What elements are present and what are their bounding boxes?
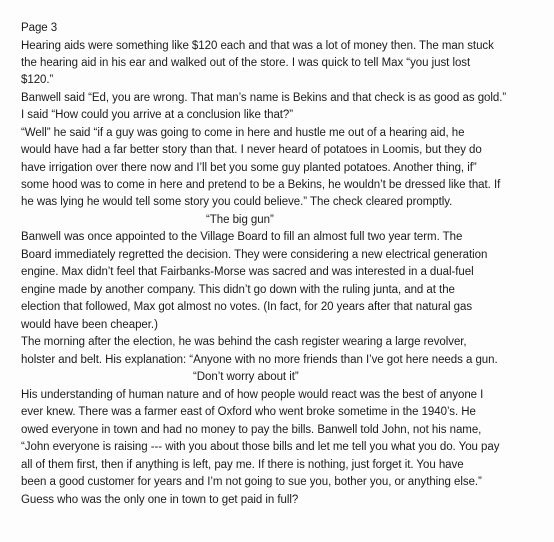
text-line: have irrigation over there now and I’ll bet you some guy planted potatoes. Another thing, if” bbox=[21, 162, 477, 174]
text-line: Board immediately regretted the decision. They were considering a new electrical generation bbox=[21, 249, 488, 261]
text-line: would have been cheaper.) bbox=[21, 319, 158, 331]
text-line: engine. Max didn’t feel that Fairbanks-Morse was sacred and was interested in a dual-fuel bbox=[21, 266, 474, 278]
section-heading: “The big gun” bbox=[206, 214, 274, 226]
text-line: some hood was to come in here and pretend to be a Bekins, he wouldn’t be dressed like that. If bbox=[21, 179, 501, 191]
text-line: I said “How could you arrive at a conclusion like that?” bbox=[21, 109, 294, 121]
text-line: election that followed, Max got almost no votes. (In fact, for 20 years after that natural gas bbox=[21, 301, 473, 313]
page-number: Page 3 bbox=[21, 22, 58, 34]
text-line: would have had a far better story than that. I never heard of potatoes in Loomis, but they do bbox=[21, 144, 482, 156]
text-line: holster and belt. His explanation: “Anyone with no more friends than I’ve got here needs a gun. bbox=[21, 354, 498, 366]
section-heading: “Don’t worry about it” bbox=[193, 371, 299, 383]
text-line: “John everyone is raising --- with you about those bills and let me tell you what you do. You pay bbox=[21, 441, 500, 453]
text-line: Guess who was the only one in town to get paid in full? bbox=[21, 494, 299, 506]
text-line: all of them first, then if anything is left, pay me. If there is nothing, just forget it. You have bbox=[21, 459, 464, 471]
text-line: Banwell was once appointed to the Village Board to fill an almost full two year term. The bbox=[21, 231, 463, 243]
text-line: he was lying he would tell some story you could believe.” The check cleared promptly. bbox=[21, 196, 453, 208]
text-line: the hearing aid in his ear and walked out of the store. I was quick to tell Max “you just lost bbox=[21, 57, 471, 69]
text-line: owed everyone in town and had no money to pay the bills. Banwell told John, not his name, bbox=[21, 424, 482, 436]
text-line: Hearing aids were something like $120 each and that was a lot of money then. The man stuck bbox=[21, 40, 494, 52]
text-line: Banwell said “Ed, you are wrong. That man’s name is Bekins and that check is as good as gold.” bbox=[21, 92, 507, 104]
text-line: His understanding of human nature and of how people would react was the best of anyone I bbox=[21, 389, 484, 401]
text-line: The morning after the election, he was behind the cash register wearing a large revolver, bbox=[21, 336, 467, 348]
text-line: $120.” bbox=[21, 74, 54, 86]
text-line: been a good customer for years and I’m not going to sue you, bother you, or anything else.” bbox=[21, 476, 482, 488]
text-line: ever knew. There was a farmer east of Oxford who went broke sometime in the 1940’s. He bbox=[21, 406, 476, 418]
text-line: engine made by another company. This didn’t go down with the ruling junta, and at the bbox=[21, 284, 455, 296]
text-line: “Well” he said “if a guy was going to come in here and hustle me out of a hearing aid, he bbox=[21, 127, 465, 139]
